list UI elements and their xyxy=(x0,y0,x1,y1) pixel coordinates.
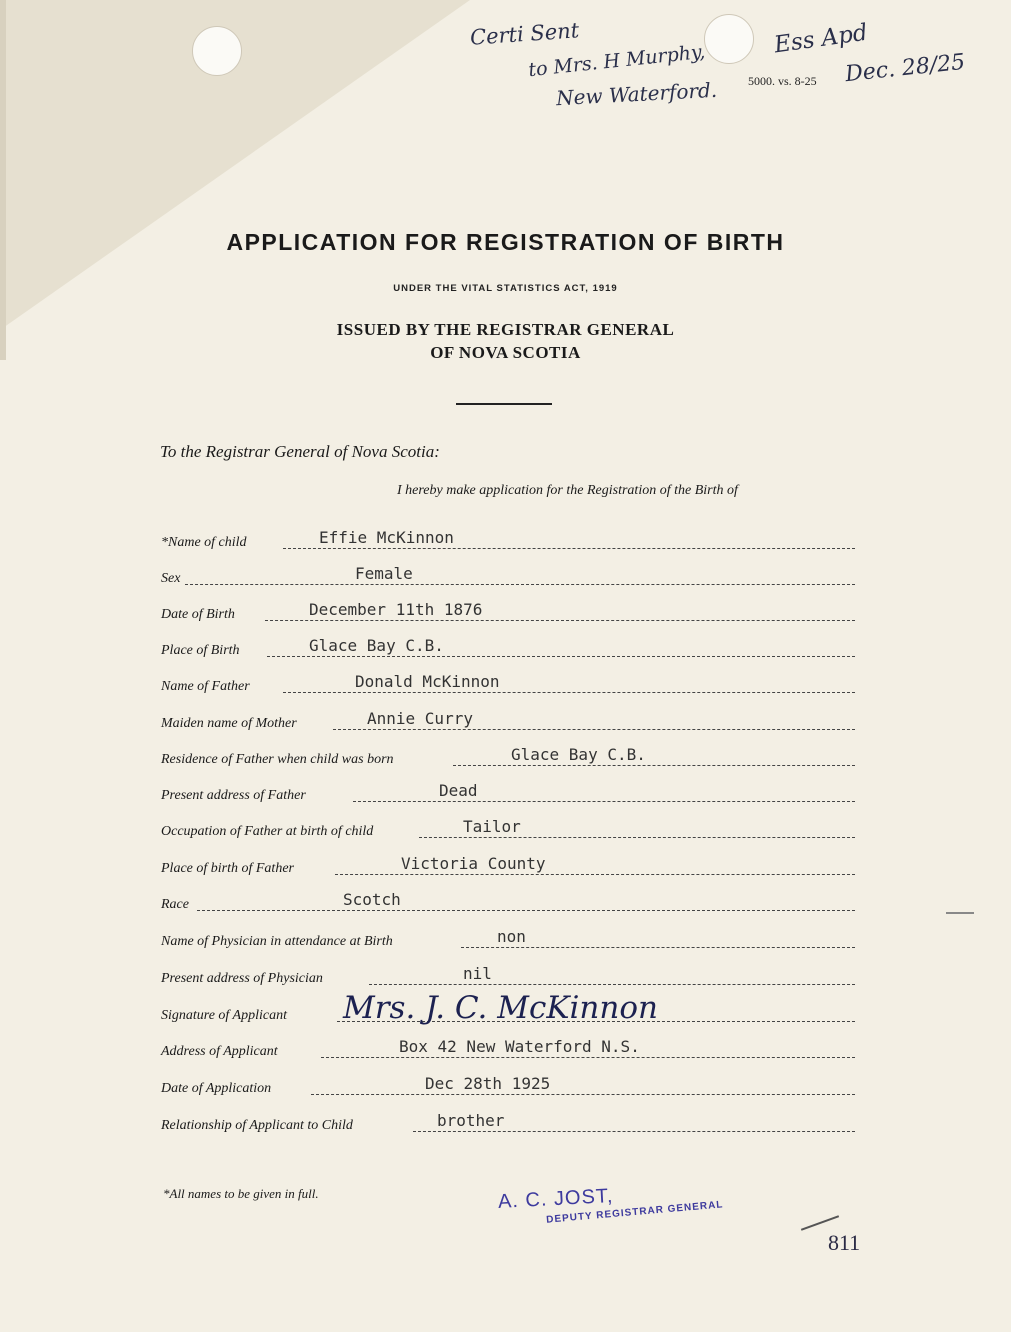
field-label: Place of birth of Father xyxy=(161,861,294,876)
handwritten-note-line1: Certi Sent xyxy=(469,18,580,50)
field-line xyxy=(461,947,855,948)
field-label: Maiden name of Mother xyxy=(161,716,297,731)
field-line xyxy=(197,910,855,911)
field-label: Address of Applicant xyxy=(161,1044,278,1059)
field-value: Box 42 New Waterford N.S. xyxy=(399,1037,640,1056)
handwritten-approval-line2: Dec. 28/25 xyxy=(844,49,967,88)
applicant-signature: Mrs. J. C. McKinnon xyxy=(343,990,658,1026)
field-label: Date of Birth xyxy=(161,607,235,622)
field-row-father-residence xyxy=(161,746,855,770)
stamp-name: A. C. JOST, xyxy=(497,1184,614,1214)
field-line xyxy=(419,837,855,838)
field-value: Donald McKinnon xyxy=(355,672,500,691)
field-label: Name of Father xyxy=(161,679,250,694)
field-line xyxy=(333,729,855,730)
field-line xyxy=(335,874,855,875)
field-value: Dead xyxy=(439,781,478,800)
field-label: *Name of child xyxy=(161,535,247,550)
field-line xyxy=(321,1057,855,1058)
field-label: Signature of Applicant xyxy=(161,1008,287,1023)
field-value: Tailor xyxy=(463,817,521,836)
field-row-father-occupation xyxy=(161,818,855,842)
field-label: Date of Application xyxy=(161,1081,272,1096)
field-line xyxy=(413,1131,855,1132)
field-line xyxy=(283,548,855,549)
field-row-applicant-address xyxy=(161,1038,855,1062)
field-label: Residence of Father when child was born xyxy=(161,752,394,767)
punch-hole-left xyxy=(192,26,242,76)
field-value: Dec 28th 1925 xyxy=(425,1074,551,1093)
field-value: brother xyxy=(437,1111,505,1130)
field-row-applicant-signature xyxy=(161,990,855,1026)
field-row-physician-name xyxy=(161,928,855,952)
handwritten-note-line2: to Mrs. H Murphy, xyxy=(527,40,707,82)
field-label: Race xyxy=(161,897,189,912)
salutation: To the Registrar General of Nova Scotia: xyxy=(160,442,440,461)
field-value: December 11th 1876 xyxy=(309,600,483,619)
check-mark xyxy=(801,1215,839,1231)
field-label: Sex xyxy=(161,571,181,586)
field-value: nil xyxy=(463,964,492,983)
issuer-line2: OF NOVA SCOTIA xyxy=(430,343,581,362)
field-row-child-name xyxy=(161,529,855,553)
field-line xyxy=(311,1094,855,1095)
field-row-race xyxy=(161,891,855,915)
page-number: 811 xyxy=(828,1230,861,1255)
field-label: Present address of Physician xyxy=(161,971,323,986)
field-label: Name of Physician in attendance at Birth xyxy=(161,934,393,949)
underlying-page-edge xyxy=(0,0,6,360)
field-value: Effie McKinnon xyxy=(319,528,454,547)
field-row-sex xyxy=(161,565,855,589)
field-line xyxy=(353,801,855,802)
field-row-place-of-birth xyxy=(161,637,855,661)
field-value: Scotch xyxy=(343,890,401,909)
punch-hole-right xyxy=(704,14,754,64)
field-row-relationship xyxy=(161,1112,855,1136)
handwritten-approval-line1: Ess Apd xyxy=(772,19,870,59)
field-value: Glace Bay C.B. xyxy=(511,745,646,764)
field-row-mother-maiden-name xyxy=(161,710,855,734)
footnote: *All names to be given in full. xyxy=(163,1186,319,1201)
field-line xyxy=(265,620,855,621)
field-line xyxy=(267,656,855,657)
field-label: Relationship of Applicant to Child xyxy=(161,1118,353,1133)
form-subtitle: UNDER THE VITAL STATISTICS ACT, 1919 xyxy=(393,283,618,294)
field-label: Place of Birth xyxy=(161,643,240,658)
ink-smudge xyxy=(946,912,974,914)
stamp-title: DEPUTY REGISTRAR GENERAL xyxy=(545,1199,724,1226)
field-label: Present address of Father xyxy=(161,788,306,803)
field-value: Glace Bay C.B. xyxy=(309,636,444,655)
field-value: Victoria County xyxy=(401,854,546,873)
field-value: Annie Curry xyxy=(367,709,473,728)
field-line xyxy=(453,765,855,766)
field-row-physician-address xyxy=(161,965,855,989)
form-number: 5000. vs. 8-25 xyxy=(748,74,817,88)
issuer-block xyxy=(0,318,1011,364)
field-row-application-date xyxy=(161,1075,855,1099)
field-value: Female xyxy=(355,564,413,583)
title-divider xyxy=(456,403,552,405)
field-value: non xyxy=(497,927,526,946)
field-row-date-of-birth xyxy=(161,601,855,625)
field-line xyxy=(283,692,855,693)
handwritten-note-line3: New Waterford. xyxy=(555,77,718,111)
field-row-father-name xyxy=(161,673,855,697)
field-line xyxy=(369,984,855,985)
issuer-line1: ISSUED BY THE REGISTRAR GENERAL xyxy=(336,320,675,339)
form-title: APPLICATION FOR REGISTRATION OF BIRTH xyxy=(226,229,785,255)
field-row-father-birthplace xyxy=(161,855,855,879)
application-statement: I hereby make application for the Registration of the Birth of xyxy=(397,483,738,498)
field-label: Occupation of Father at birth of child xyxy=(161,824,374,839)
field-line xyxy=(185,584,855,585)
field-row-father-present-address xyxy=(161,782,855,806)
